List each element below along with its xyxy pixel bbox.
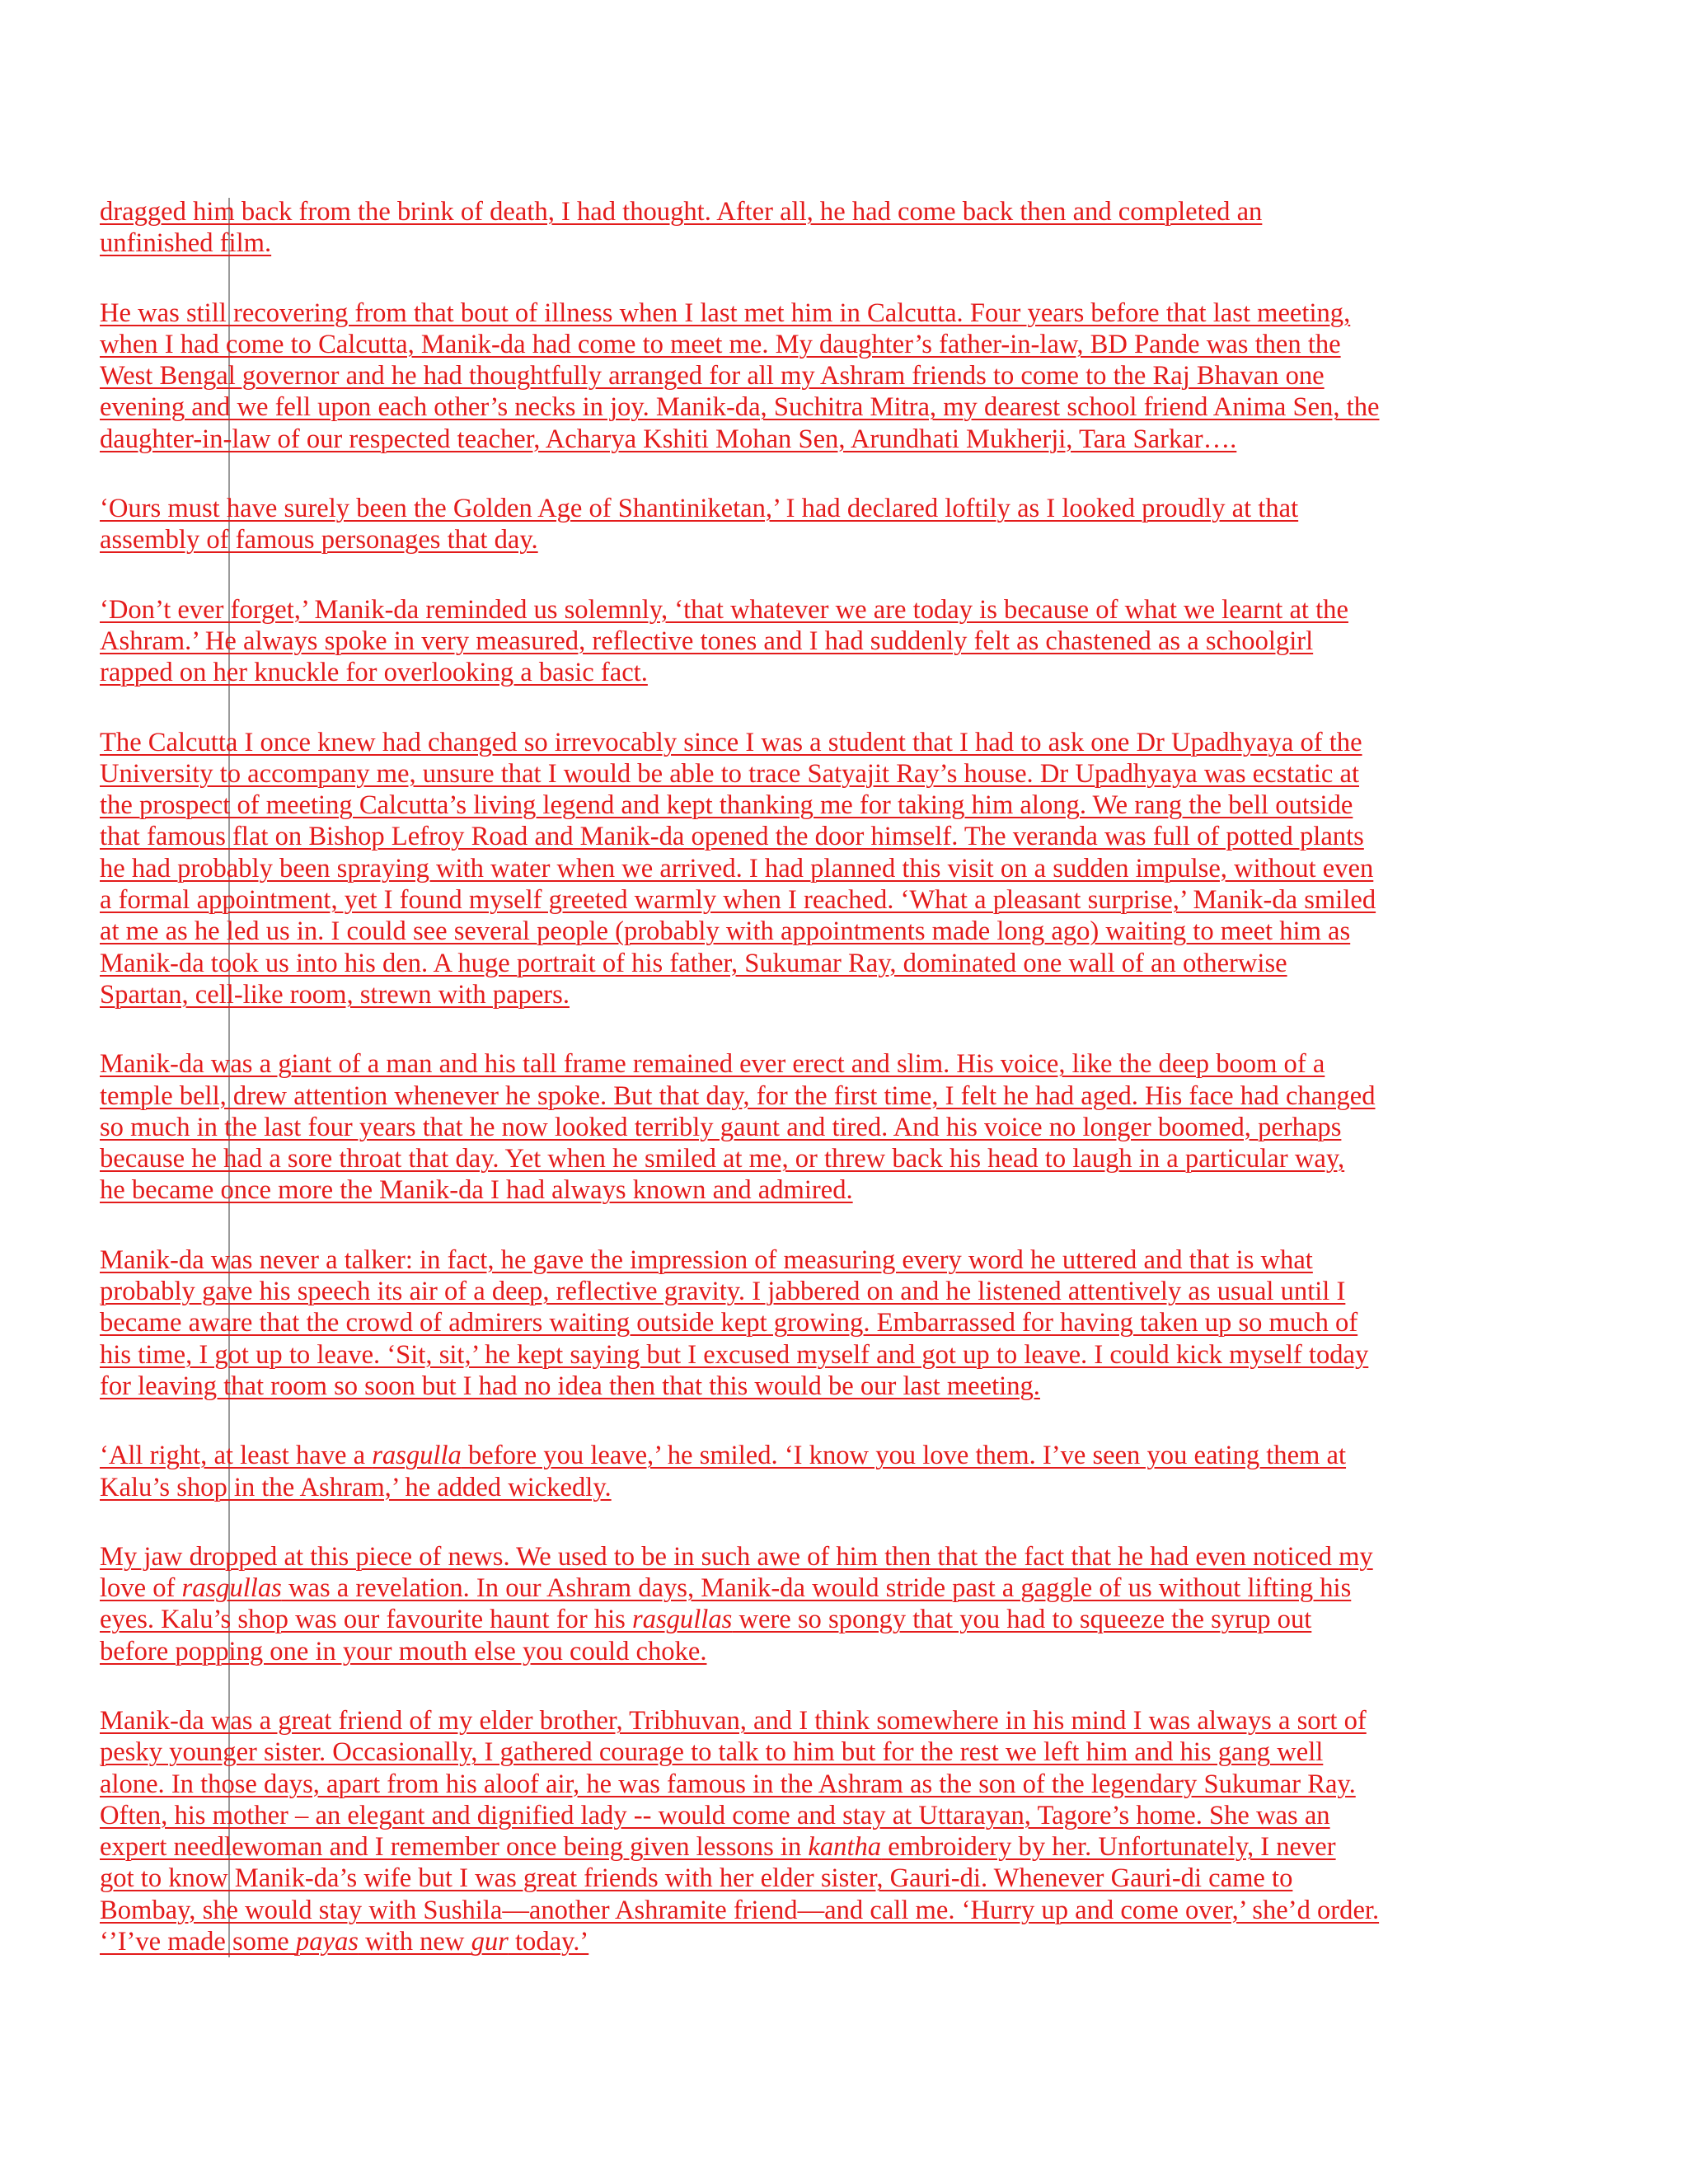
text-run: with new — [358, 1927, 471, 1957]
text-line: that famous flat on Bishop Lefroy Road and Manik-da opened the door himself. The veranda was full of potted plants — [100, 822, 1364, 852]
text-line: ‘Don’t ever forget,’ Manik-da reminded us solemnly, ‘that whatever we are today is because of what we learnt at the — [100, 594, 1348, 625]
document-body — [100, 196, 1550, 1995]
text-line: the prospect of meeting Calcutta’s living legend and kept thanking me for taking him along. We rang the bell outside — [100, 790, 1353, 821]
paragraph — [100, 594, 1550, 689]
text-line: a formal appointment, yet I found myself greeted warmly when I reached. ‘What a pleasant surprise,’ Manik-da smiled — [100, 885, 1376, 916]
text-line: ‘Ours must have surely been the Golden Age of Shantiniketan,’ I had declared loftily as I looked proudly at that — [100, 494, 1299, 524]
text-line: alone. In those days, apart from his aloof air, he was famous in the Ashram as the son of the legendary Sukumar Ray. — [100, 1769, 1356, 1799]
text-line: University to accompany me, unsure that I would be able to trace Satyajit Ray’s house. Dr Upadhyaya was ecstatic at — [100, 758, 1359, 789]
italic-word: kantha — [808, 1832, 882, 1863]
text-line: rapped on her knuckle for overlooking a basic fact. — [100, 658, 648, 688]
text-line: at me as he led us in. I could see several people (probably with appointments made long ago) waiting to meet him as — [100, 916, 1351, 947]
text-run: embroidery by her. Unfortunately, I never — [881, 1832, 1336, 1863]
text-run: was a revelation. In our Ashram days, Manik-da would stride past a gaggle of us without lifting his — [281, 1573, 1352, 1604]
text-line: assembly of famous personages that day. — [100, 525, 538, 555]
paragraph — [100, 1048, 1550, 1206]
text-line: Kalu’s shop in the Ashram,’ he added wickedly. — [100, 1472, 612, 1502]
text-line: daughter-in-law of our respected teacher, Acharya Kshiti Mohan Sen, Arundhati Mukherji, Tara Sarkar…. — [100, 424, 1237, 454]
paragraph — [100, 1244, 1550, 1402]
paragraph — [100, 1541, 1550, 1667]
text-line: so much in the last four years that he now looked terribly gaunt and tired. And his voice no longer boomed, perhaps — [100, 1112, 1342, 1142]
text-run: ‘’I’ve made some — [100, 1927, 296, 1957]
paragraph — [100, 196, 1550, 260]
text-run: eyes. Kalu’s shop was our favourite haunt for his — [100, 1605, 632, 1635]
paragraph — [100, 1705, 1550, 1957]
text-line: He was still recovering from that bout of illness when I last met him in Calcutta. Four years before that last meeting, — [100, 298, 1351, 328]
text-line: dragged him back from the brink of death, I had thought. After all, he had come back then and completed an — [100, 197, 1263, 227]
text-line: he had probably been spraying with water when we arrived. I had planned this visit on a sudden impulse, without even — [100, 853, 1374, 883]
text-line: for leaving that room so soon but I had no idea then that this would be our last meeting. — [100, 1371, 1040, 1401]
text-run: love of — [100, 1573, 182, 1604]
paragraph — [100, 493, 1550, 556]
text-run: today.’ — [508, 1927, 589, 1957]
paragraph — [100, 727, 1550, 1011]
text-line: his time, I got up to leave. ‘Sit, sit,’ he kept saying but I excused myself and got up to leave. I could kick myself today — [100, 1339, 1369, 1370]
text-line: before popping one in your mouth else you could choke. — [100, 1636, 707, 1666]
text-line: when I had come to Calcutta, Manik-da had come to meet me. My daughter’s father-in-law, BD Pande was then the — [100, 329, 1341, 359]
paragraph — [100, 298, 1550, 455]
text-line: Manik-da was a giant of a man and his tall frame remained ever erect and slim. His voice, like the deep boom of a — [100, 1049, 1325, 1080]
text-line: Ashram.’ He always spoke in very measured, reflective tones and I had suddenly felt as chastened as a schoolgirl — [100, 626, 1314, 656]
text-line: My jaw dropped at this piece of news. We used to be in such awe of him then that the fact that he had even noticed my — [100, 1541, 1373, 1572]
italic-word: gur — [471, 1927, 509, 1957]
text-line: Spartan, cell-like room, strewn with papers. — [100, 979, 570, 1010]
text-line: probably gave his speech its air of a deep, reflective gravity. I jabbered on and he listened attentively as usual until I — [100, 1277, 1346, 1307]
italic-word: payas — [295, 1927, 359, 1957]
text-line — [100, 1572, 1550, 1604]
text-line: pesky younger sister. Occasionally, I gathered courage to talk to him but for the rest we left him and his gang well — [100, 1737, 1324, 1768]
text-line: Manik-da was a great friend of my elder brother, Tribhuvan, and I think somewhere in his mind I was always a sort of — [100, 1705, 1367, 1736]
italic-word: rasgullas — [632, 1605, 733, 1635]
text-line — [100, 1604, 1550, 1635]
text-line: Often, his mother – an elegant and dignified lady -- would come and stay at Uttarayan, Tagore’s home. She was an — [100, 1800, 1330, 1830]
italic-word: rasgulla — [372, 1441, 462, 1471]
text-line: he became once more the Manik-da I had always known and admired. — [100, 1175, 853, 1206]
text-line: West Bengal governor and he had thoughtfully arranged for all my Ashram friends to come to the Raj Bhavan one — [100, 361, 1325, 391]
text-line: became aware that the crowd of admirers waiting outside kept growing. Embarrassed for having taken up so much of — [100, 1308, 1358, 1338]
text-line: evening and we fell upon each other’s necks in joy. Manik-da, Suchitra Mitra, my dearest school friend Anima Sen, the — [100, 392, 1380, 423]
text-line: got to know Manik-da’s wife but I was great friends with her elder sister, Gauri-di. Whenever Gauri-di came to — [100, 1863, 1293, 1894]
text-run: were so spongy that you had to squeeze the syrup out — [732, 1605, 1312, 1635]
text-line — [100, 1831, 1550, 1863]
text-run: ‘All right, at least have a — [100, 1441, 373, 1471]
text-run: before you leave,’ he smiled. ‘I know you love them. I’ve seen you eating them at — [461, 1441, 1347, 1471]
text-line: Bombay, she would stay with Sushila—another Ashramite friend—and call me. ‘Hurry up and come over,’ she’d order. — [100, 1895, 1380, 1925]
text-line: unfinished film. — [100, 228, 272, 259]
text-line — [100, 1440, 1550, 1471]
text-line: because he had a sore throat that day. Yet when he smiled at me, or threw back his head to laugh in a particular way, — [100, 1144, 1345, 1174]
text-line: Manik-da was never a talker: in fact, he gave the impression of measuring every word he uttered and that is what — [100, 1244, 1313, 1275]
text-line: The Calcutta I once knew had changed so irrevocably since I was a student that I had to ask one Dr Upadhyaya of the — [100, 727, 1362, 757]
text-line — [100, 1926, 1550, 1957]
text-line: Manik-da took us into his den. A huge portrait of his father, Sukumar Ray, dominated one wall of an otherwise — [100, 948, 1287, 978]
text-line: temple bell, drew attention whenever he spoke. But that day, for the first time, I felt he had aged. His face had changed — [100, 1080, 1376, 1111]
italic-word: rasgullas — [181, 1573, 282, 1604]
text-run: expert needlewoman and I remember once being given lessons in — [100, 1832, 809, 1863]
paragraph — [100, 1440, 1550, 1503]
